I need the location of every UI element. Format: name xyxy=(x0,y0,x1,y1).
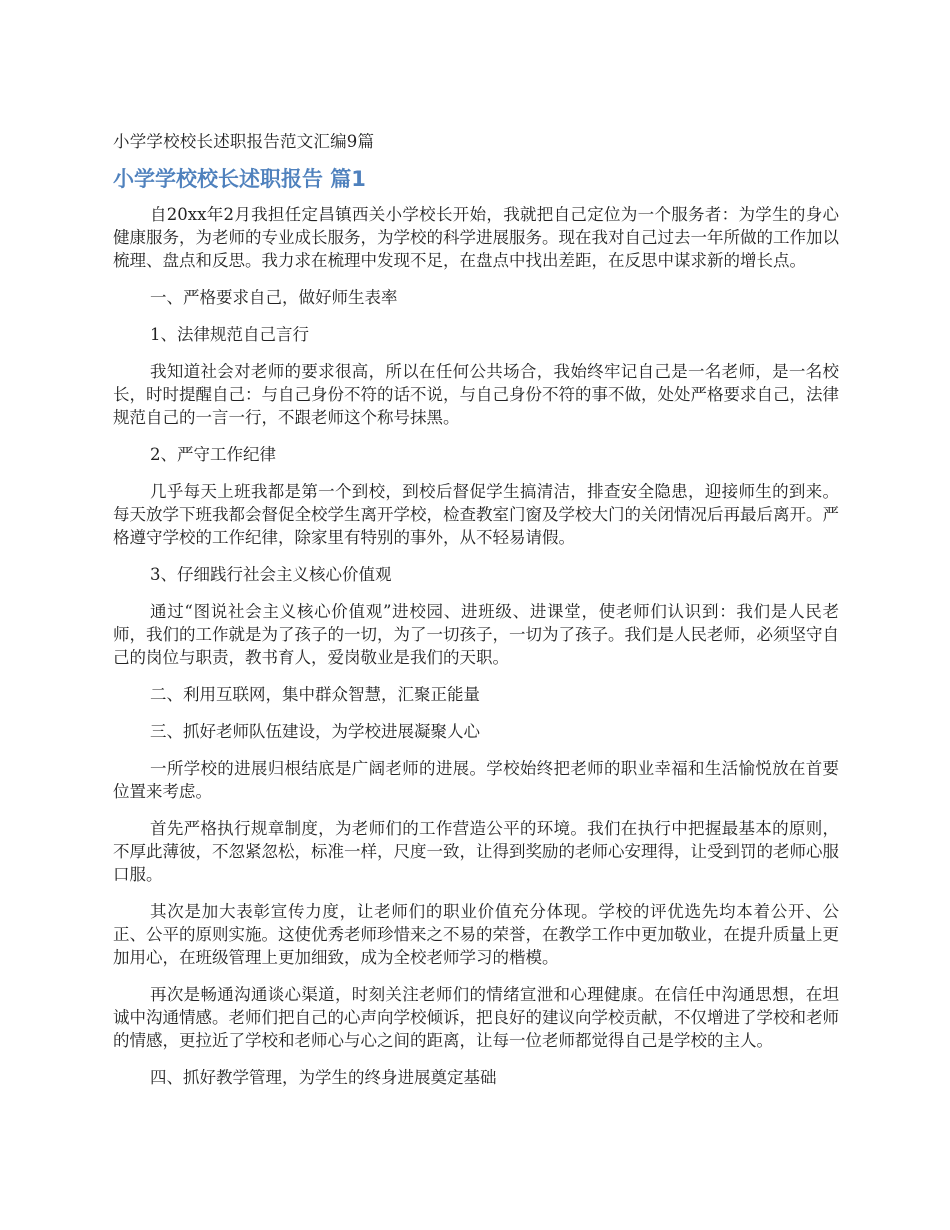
section-heading: 小学学校校长述职报告 篇1 xyxy=(113,167,366,191)
paragraph: 首先严格执行规章制度，为老师们的工作营造公平的环境。我们在执行中把握最基本的原则，不厚此薄彼，不忽紧忽松，标准一样，尺度一致，让得到奖励的老师心安理得，让受到罚的老师心服口服。 xyxy=(113,819,839,884)
paragraph: 其次是加大表彰宣传力度，让老师们的职业价值充分体现。学校的评优选先均本着公开、公正、公平的原则实施。这使优秀老师珍惜来之不易的荣誉，在教学工作中更加敬业，在提升质量上更加用心，在班级管理上更加细致，成为全校老师学习的楷模。 xyxy=(113,902,839,967)
heading-level3: 1、法律规范自己言行 xyxy=(150,325,309,344)
paragraph: 通过“图说社会主义核心价值观”进校园、进班级、进课堂，使老师们认识到：我们是人民老师，我们的工作就是为了孩子的一切，为了一切孩子，一切为了孩子。我们是人民老师，必须坚守自己的岗位与职责，教书育人，爱岗敬业是我们的天职。 xyxy=(113,602,839,667)
heading-level2: 四、抓好教学管理，为学生的终身进展奠定基础 xyxy=(150,1068,497,1087)
heading-level2: 一、严格要求自己，做好师生表率 xyxy=(150,288,398,307)
paragraph-intro: 自20xx年2月我担任定昌镇西关小学校长开始，我就把自己定位为一个服务者：为学生的身心健康服务，为老师的专业成长服务，为学校的科学进展服务。现在我对自己过去一年所做的工作加以梳理、盘点和反思。我力求在梳理中发现不足，在盘点中找出差距，在反思中谋求新的增长点。 xyxy=(113,205,839,270)
document-body xyxy=(113,203,839,1103)
heading-level3: 2、严守工作纪律 xyxy=(150,445,276,464)
heading-level2: 二、利用互联网，集中群众智慧，汇聚正能量 xyxy=(150,685,480,704)
heading-level2: 三、抓好老师队伍建设，为学校进展凝聚人心 xyxy=(150,722,480,741)
paragraph: 一所学校的进展归根结底是广阔老师的进展。学校始终把老师的职业幸福和生活愉悦放在首要位置来考虑。 xyxy=(113,759,839,801)
document-title: 小学学校校长述职报告范文汇编9篇 xyxy=(113,132,375,151)
paragraph: 我知道社会对老师的要求很高，所以在任何公共场合，我始终牢记自己是一名老师，是一名校长，时时提醒自己：与自己身份不符的话不说，与自己身份不符的事不做，处处严格要求自己，法律规范自己的一言一行，不跟老师这个称号抹黑。 xyxy=(113,362,839,427)
paragraph: 几乎每天上班我都是第一个到校，到校后督促学生搞清洁，排查安全隐患，迎接师生的到来。每天放学下班我都会督促全校学生离开学校，检查教室门窗及学校大门的关闭情况后再最后离开。严格遵守学校的工作纪律，除家里有特别的事外，从不轻易请假。 xyxy=(113,482,839,547)
paragraph: 再次是畅通沟通谈心渠道，时刻关注老师们的情绪宣泄和心理健康。在信任中沟通思想，在坦诚中沟通情感。老师们把自己的心声向学校倾诉，把良好的建议向学校贡献，不仅增进了学校和老师的情感，更拉近了学校和老师心与心之间的距离，让每一位老师都觉得自己是学校的主人。 xyxy=(113,985,839,1050)
heading-level3: 3、仔细践行社会主义核心价值观 xyxy=(150,565,392,584)
